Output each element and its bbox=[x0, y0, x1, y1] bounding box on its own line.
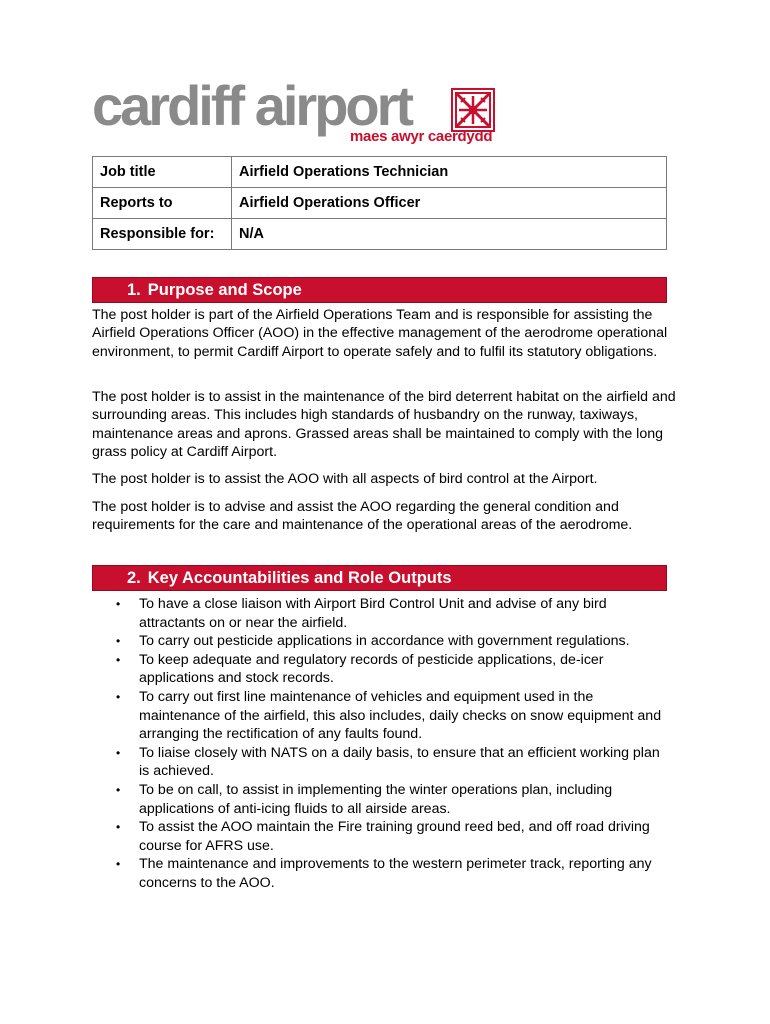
job-info-table bbox=[92, 156, 667, 250]
list-item-text: To assist the AOO maintain the Fire training ground reed bed, and off road driving course for AFRS use. bbox=[139, 819, 650, 854]
list-item bbox=[92, 688, 672, 744]
celtic-knot-icon bbox=[451, 88, 495, 132]
job-title-value: Airfield Operations Technician bbox=[232, 157, 667, 188]
section-2-number: 2. bbox=[127, 569, 141, 587]
paragraph: The post holder is to advise and assist the AOO regarding the general condition and requirements for the care and maintenance of the operational areas of the aerodrome. bbox=[92, 499, 633, 534]
section-2-title: Key Accountabilities and Role Outputs bbox=[147, 569, 452, 587]
list-item bbox=[92, 595, 672, 632]
list-item-text: The maintenance and improvements to the western perimeter track, reporting any concerns to the AOO. bbox=[139, 856, 652, 891]
bullet-icon: • bbox=[116, 745, 121, 760]
cardiff-airport-logo bbox=[92, 74, 502, 146]
list-item-text: To carry out pesticide applications in accordance with government regulations. bbox=[139, 633, 630, 650]
list-item-text: To keep adequate and regulatory records of pesticide applications, de-icer applications and stock records. bbox=[139, 651, 604, 687]
list-item-text: To have a close liaison with Airport Bird Control Unit and advise of any bird attractants on or near the airfield. bbox=[139, 596, 607, 631]
logo-welsh-tagline: maes awyr caerdydd bbox=[350, 128, 493, 145]
job-title-label: Job title bbox=[93, 157, 232, 188]
list-item bbox=[92, 744, 672, 781]
section-1-title: Purpose and Scope bbox=[147, 281, 302, 299]
list-item bbox=[92, 818, 672, 855]
list-item bbox=[92, 781, 672, 818]
bullet-icon: • bbox=[116, 689, 121, 704]
bullet-icon: • bbox=[116, 782, 121, 797]
list-item-text: To carry out first line maintenance of vehicles and equipment used in the maintenance of the airfield, this also includes, daily checks on snow equipment and arranging the rectification of any faults found. bbox=[139, 688, 662, 743]
list-item-text: To liaise closely with NATS on a daily basis, to ensure that an efficient working plan is achieved. bbox=[139, 744, 660, 780]
reports-to-label: Reports to bbox=[93, 188, 232, 219]
table-row bbox=[93, 219, 667, 250]
table-row bbox=[93, 157, 667, 188]
section-2-heading bbox=[92, 565, 667, 591]
list-item bbox=[92, 651, 672, 688]
section-1-heading bbox=[92, 277, 667, 303]
paragraph: The post holder is to assist the AOO with all aspects of bird control at the Airport. bbox=[92, 471, 598, 487]
list-item-text: To be on call, to assist in implementing the winter operations plan, including applications of anti-icing fluids to all airside areas. bbox=[139, 781, 613, 817]
reports-to-value: Airfield Operations Officer bbox=[232, 188, 667, 219]
bullet-icon: • bbox=[116, 652, 121, 667]
logo-wordmark: cardiff airport bbox=[92, 74, 412, 137]
bullet-icon: • bbox=[116, 634, 121, 649]
responsible-for-label: Responsible for: bbox=[93, 219, 232, 250]
responsible-for-value: N/A bbox=[232, 219, 667, 250]
accountabilities-list bbox=[92, 595, 672, 893]
table-row bbox=[93, 188, 667, 219]
paragraph: The post holder is to assist in the maintenance of the bird deterrent habitat on the airfield and surrounding areas. This includes high standards of husbandry on the runway, taxiways, maintenance areas and aprons. Grassed areas shall be maintained to comply with the long grass policy at Cardiff Airport. bbox=[92, 389, 676, 461]
list-item bbox=[92, 632, 672, 651]
section-1-number: 1. bbox=[127, 281, 141, 299]
list-item bbox=[92, 855, 672, 892]
bullet-icon: • bbox=[116, 820, 121, 835]
bullet-icon: • bbox=[116, 597, 121, 611]
bullet-icon: • bbox=[116, 857, 121, 872]
paragraph: The post holder is part of the Airfield Operations Team and is responsible for assisting the Airfield Operations Officer (AOO) in the effective management of the aerodrome operational environment, to permit Cardiff Airport to operate safely and to fulfil its statutory obligations. bbox=[92, 307, 668, 360]
